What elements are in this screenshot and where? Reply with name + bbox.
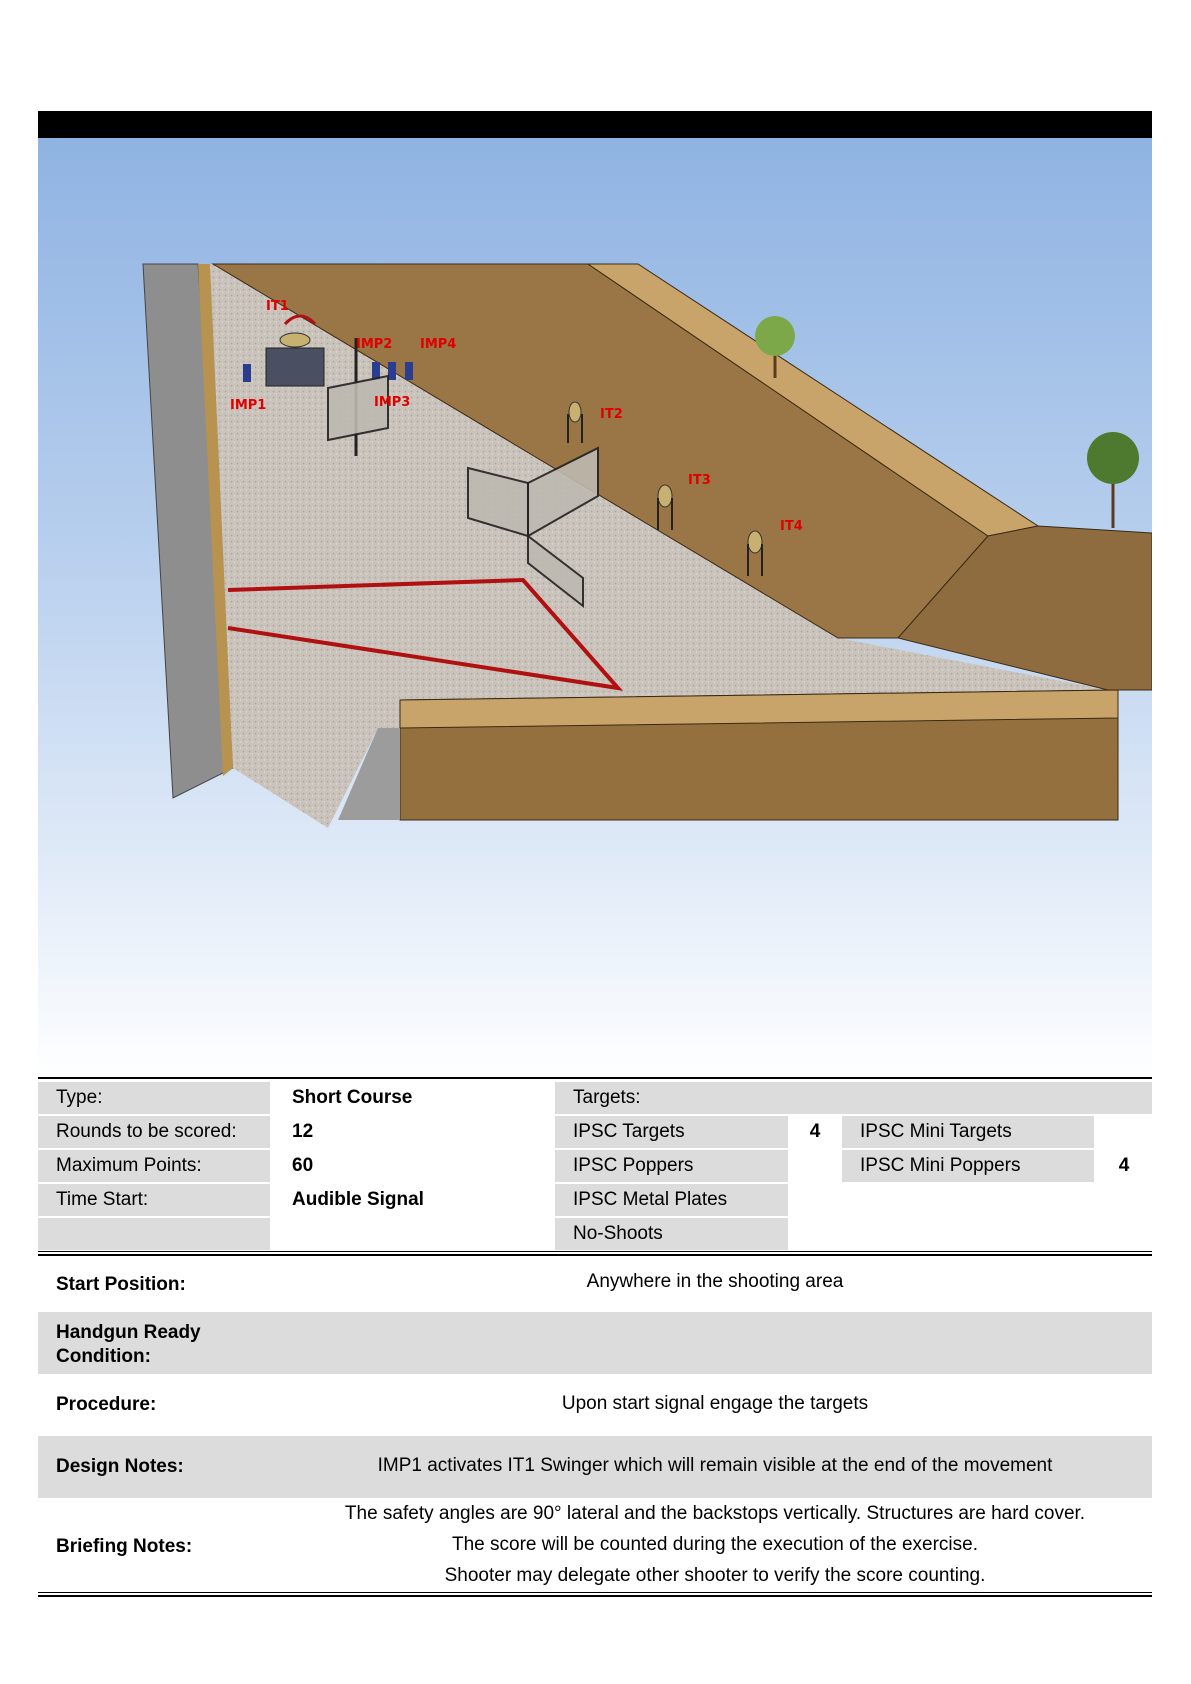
points-value: 60 <box>292 1155 314 1176</box>
ready-label-line1: Handgun Ready <box>56 1322 201 1343</box>
ipsc-poppers-label: IPSC Poppers <box>555 1150 788 1182</box>
points-label: Maximum Points: <box>38 1150 270 1182</box>
empty-label-cell <box>38 1218 270 1250</box>
stage-info-table <box>38 1080 1152 1254</box>
mini-targets-label: IPSC Mini Targets <box>842 1116 1094 1148</box>
label-it1: IT1 <box>266 299 289 314</box>
label-imp1: IMP1 <box>230 398 267 413</box>
rounds-value: 12 <box>292 1121 314 1142</box>
briefing-line: The safety angles are 90° lateral and the backstops vertically. Structures are hard cover. <box>344 1503 1086 1524</box>
start-position-row <box>38 1256 1152 1312</box>
table-top-rule <box>38 1077 1152 1079</box>
stage-diagram <box>38 138 1152 1080</box>
design-notes-row <box>38 1436 1152 1498</box>
label-it4: IT4 <box>780 519 803 534</box>
tree-icon <box>1087 432 1139 528</box>
bottom-rule <box>38 1592 1152 1593</box>
bottom-rule <box>38 1595 1152 1597</box>
label-imp3: IMP3 <box>374 395 411 410</box>
design-notes-value: IMP1 activates IT1 Swinger which will remain visible at the end of the movement <box>377 1455 1053 1476</box>
mini-poppers-label: IPSC Mini Poppers <box>842 1150 1094 1182</box>
type-value: Short Course <box>292 1087 413 1108</box>
popper <box>405 362 413 380</box>
label-it2: IT2 <box>600 407 623 422</box>
label-imp2: IMP2 <box>356 337 393 352</box>
time-start-value: Audible Signal <box>292 1189 424 1210</box>
type-label: Type: <box>38 1082 270 1114</box>
briefing-line: Shooter may delegate other shooter to verify the score counting. <box>444 1565 986 1586</box>
time-start-label: Time Start: <box>38 1184 270 1216</box>
start-position-value: Anywhere in the shooting area <box>586 1271 844 1292</box>
label-it3: IT3 <box>688 473 711 488</box>
procedure-value: Upon start signal engage the targets <box>561 1393 869 1414</box>
briefing-line: The score will be counted during the execution of the exercise. <box>452 1534 978 1555</box>
swinger-target <box>280 333 310 347</box>
ready-label-line2: Condition: <box>56 1346 151 1367</box>
popper <box>388 362 396 380</box>
briefing-notes-label: Briefing Notes: <box>56 1536 193 1557</box>
table-rule <box>38 1251 1152 1252</box>
no-shoots-label: No-Shoots <box>555 1218 788 1250</box>
ipsc-targets-label: IPSC Targets <box>555 1116 788 1148</box>
ready-condition-row <box>38 1312 1152 1374</box>
procedure-row <box>38 1374 1152 1436</box>
ipsc-targets-value: 4 <box>809 1121 821 1142</box>
header-bar <box>38 111 1152 138</box>
procedure-label: Procedure: <box>56 1394 157 1415</box>
briefing-notes-row <box>38 1498 1152 1592</box>
start-position-label: Start Position: <box>56 1274 186 1295</box>
rounds-label: Rounds to be scored: <box>38 1116 270 1148</box>
barrier <box>266 348 324 386</box>
design-notes-label: Design Notes: <box>56 1456 184 1477</box>
ipsc-metal-plates-label: IPSC Metal Plates <box>555 1184 788 1216</box>
mini-poppers-value: 4 <box>1118 1155 1130 1176</box>
popper <box>243 364 251 382</box>
targets-label: Targets: <box>555 1082 1152 1114</box>
label-imp4: IMP4 <box>420 337 457 352</box>
